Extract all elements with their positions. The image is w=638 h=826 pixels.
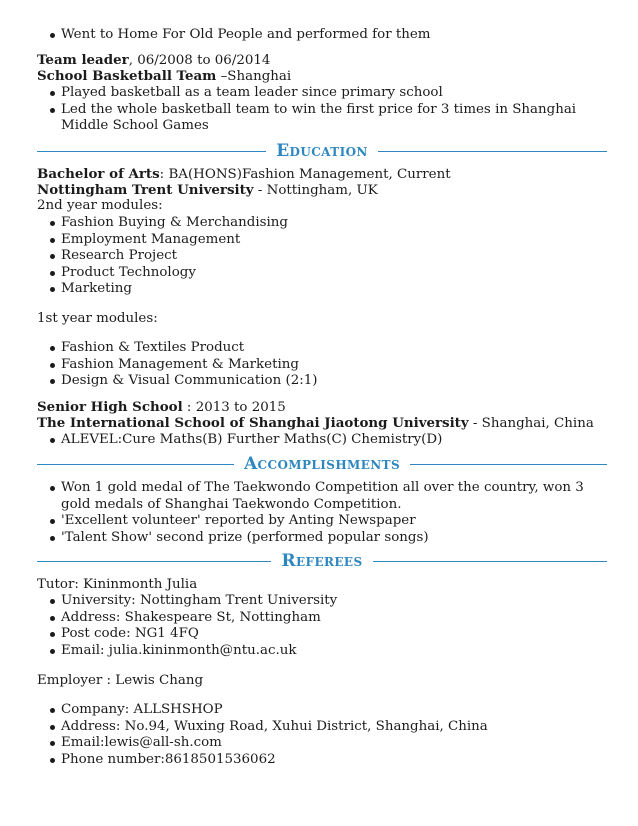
- list-item: Phone number:8618501536062: [37, 752, 607, 769]
- high-school-name-line: [37, 415, 607, 433]
- tutor-label: Tutor: Kininmonth Julia: [37, 577, 198, 592]
- year1-modules-list: [37, 340, 607, 390]
- list-item: Marketing: [37, 281, 607, 298]
- list-item: University: Nottingham Trent University: [37, 593, 607, 610]
- section-title: Accomplishments: [243, 453, 401, 474]
- degree-detail: : BA(HONS)Fashion Management, Current: [159, 167, 451, 182]
- list-item: Went to Home For Old People and performed for them: [37, 27, 607, 44]
- degree-line: [37, 166, 607, 184]
- list-item: Design & Visual Communication (2:1): [37, 373, 607, 390]
- team-leader-entry: [37, 52, 607, 70]
- activities-list: [37, 27, 607, 44]
- list-item: Played basketball as a team leader since primary school: [37, 85, 607, 102]
- high-school-list: [37, 432, 607, 449]
- high-school-name: The International School of Shanghai Jiaotong University: [37, 415, 469, 431]
- accomplishments-heading: [37, 453, 607, 475]
- university-name: Nottingham Trent University: [37, 182, 254, 198]
- heading-rule-left: [37, 151, 266, 152]
- high-school-line: [37, 399, 607, 417]
- section-title: Referees: [281, 550, 363, 571]
- referees-heading: [37, 550, 607, 572]
- section-title: Education: [276, 140, 368, 161]
- list-item: Email:lewis@all-sh.com: [37, 735, 607, 752]
- list-item: Led the whole basketball team to win the first price for 3 times in Shanghai Middle School Games: [37, 102, 607, 135]
- list-item: Product Technology: [37, 265, 607, 282]
- university-line: [37, 182, 607, 200]
- tutor-list: [37, 593, 607, 659]
- high-school-title: Senior High School: [37, 399, 183, 415]
- high-school-dates: : 2013 to 2015: [182, 400, 286, 415]
- heading-rule-right: [378, 151, 607, 152]
- heading-rule-right: [410, 464, 607, 465]
- heading-rule-left: [37, 464, 234, 465]
- heading-rule-left: [37, 561, 271, 562]
- list-item: Won 1 gold medal of The Taekwondo Competition all over the country, won 3 gold medals of Shanghai Taekwondo Competition.: [37, 480, 607, 513]
- degree-title: Bachelor of Arts: [37, 166, 160, 182]
- accomplishments-list: [37, 480, 607, 546]
- list-item: Fashion & Textiles Product: [37, 340, 607, 357]
- employer-list: [37, 702, 607, 768]
- year1-label: 1st year modules:: [37, 311, 158, 326]
- list-item: ALEVEL:Cure Maths(B) Further Maths(C) Chemistry(D): [37, 432, 607, 449]
- employer-label: Employer : Lewis Chang: [37, 673, 204, 688]
- team-leader-list: [37, 85, 607, 135]
- list-item: 'Talent Show' second prize (performed popular songs): [37, 530, 607, 547]
- role-title: Team leader: [37, 52, 129, 68]
- university-location: - Nottingham, UK: [253, 183, 378, 198]
- heading-rule-right: [373, 561, 607, 562]
- list-item: 'Excellent volunteer' reported by Anting Newspaper: [37, 513, 607, 530]
- list-item: Research Project: [37, 248, 607, 265]
- list-item: Address: Shakespeare St, Nottingham: [37, 610, 607, 627]
- list-item: Address: No.94, Wuxing Road, Xuhui District, Shanghai, China: [37, 719, 607, 736]
- list-item: Post code: NG1 4FQ: [37, 626, 607, 643]
- org-name: School Basketball Team: [37, 68, 217, 84]
- education-heading: [37, 140, 607, 162]
- org-location: –Shanghai: [216, 69, 292, 84]
- year2-label: 2nd year modules:: [37, 198, 163, 213]
- high-school-location: - Shanghai, China: [468, 416, 594, 431]
- list-item: Fashion Buying & Merchandising: [37, 215, 607, 232]
- team-org-line: [37, 68, 607, 86]
- list-item: Company: ALLSHSHOP: [37, 702, 607, 719]
- list-item: Fashion Management & Marketing: [37, 357, 607, 374]
- year2-modules-list: [37, 215, 607, 298]
- role-dates: , 06/2008 to 06/2014: [128, 53, 271, 68]
- list-item: Email: julia.kininmonth@ntu.ac.uk: [37, 643, 607, 660]
- list-item: Employment Management: [37, 232, 607, 249]
